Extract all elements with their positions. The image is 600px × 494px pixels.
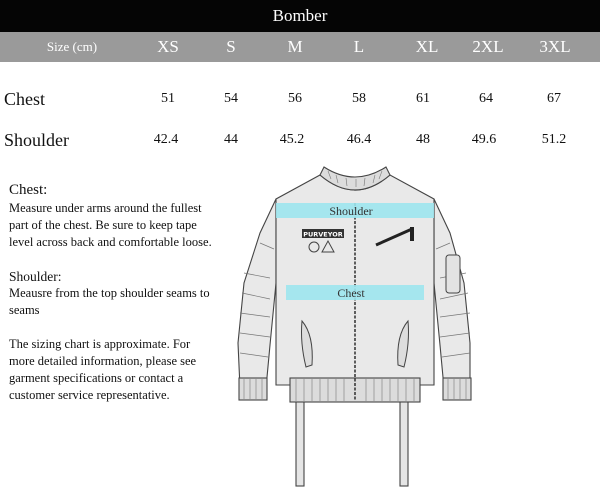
disclaimer-text: The sizing chart is approximate. For more detailed information, please see garment specifications or contact a customer service representative. — [9, 337, 197, 402]
shoulder-note — [9, 268, 214, 319]
shoulder-value-3xl: 51.2 — [541, 132, 567, 147]
shoulder-value-2xl: 49.6 — [471, 132, 497, 147]
disclaimer-note — [9, 336, 214, 404]
shoulder-note-heading: Shoulder: — [9, 269, 62, 284]
size-s: S — [226, 37, 236, 56]
shoulder-value-m: 45.2 — [279, 132, 305, 147]
shoulder-value-l: 46.4 — [346, 132, 372, 147]
chest-value-s: 54 — [224, 91, 238, 106]
row-label-chest: Chest — [4, 89, 46, 109]
chest-value-3xl: 67 — [547, 91, 561, 106]
shoulder-value-xs: 42.4 — [153, 132, 179, 147]
shoulder-value-xl: 48 — [416, 132, 430, 147]
chest-row — [0, 84, 600, 114]
chest-note-text: Measure under arms around the fullest part of the chest. Be sure to keep tape level across back and comfortable loose. — [9, 201, 212, 249]
shoulder-band-label: Shoulder — [329, 204, 373, 218]
shoulder-value-s: 44 — [224, 132, 238, 147]
chest-value-xl: 61 — [416, 91, 430, 106]
left-waist-strap — [296, 396, 304, 486]
chest-value-xs: 51 — [161, 91, 175, 106]
chest-value-2xl: 64 — [479, 91, 493, 106]
brand-badge-text: PURVEYOR — [303, 230, 343, 239]
zip-pull — [410, 227, 414, 241]
chest-note — [9, 180, 214, 251]
measurement-notes — [9, 180, 214, 421]
size-2xl: 2XL — [472, 37, 504, 56]
bomber-jacket-diagram — [230, 163, 480, 494]
right-waist-strap — [400, 396, 408, 486]
right-cuff — [443, 378, 471, 400]
chart-title: Bomber — [0, 0, 600, 32]
size-xl: XL — [415, 37, 439, 56]
size-m: M — [287, 37, 303, 56]
left-cuff — [239, 378, 267, 400]
sleeve-pocket — [446, 255, 460, 293]
size-l: L — [353, 37, 365, 56]
chest-note-heading: Chest: — [9, 182, 48, 198]
shoulder-note-text: Meausre from the top shoulder seams to seams — [9, 286, 210, 317]
chest-value-m: 56 — [288, 91, 302, 106]
size-header-row — [0, 32, 600, 62]
size-xs: XS — [157, 37, 179, 56]
chest-band-label: Chest — [337, 286, 365, 300]
chest-value-l: 58 — [352, 91, 366, 106]
shoulder-row — [0, 125, 600, 155]
size-unit-label: Size (cm) — [46, 39, 98, 54]
size-3xl: 3XL — [539, 37, 571, 56]
row-label-shoulder: Shoulder — [4, 130, 69, 150]
